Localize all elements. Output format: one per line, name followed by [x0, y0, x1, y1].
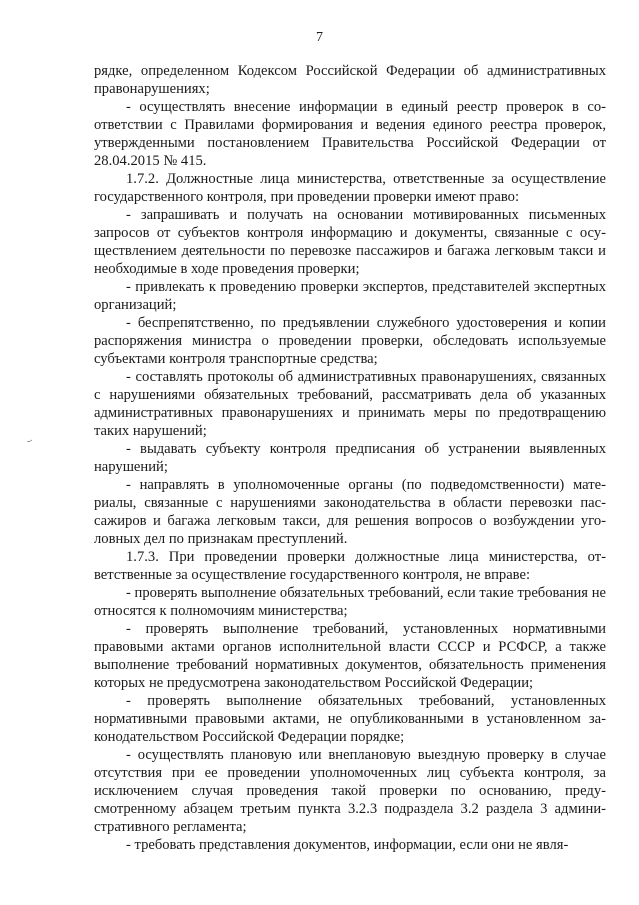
paragraph: - выдавать субъекту контроля предписания об устранении выявленных нарушений; — [94, 441, 606, 475]
paragraph: - осуществлять внесение информации в единый реестр проверок в соответствии с Правилами формирования и ведения единого реестра проверок, утвержденными постановлением Правительства Российской Федерации от 28.04.2015 № 415. — [94, 99, 606, 169]
paragraph: рядке, определенном Кодексом Российской Федерации об административных правонарушениях; — [94, 63, 606, 97]
paragraph: - запрашивать и получать на основании мотивированных письменных запросов от субъектов контроля информацию и документы, связанные с осуществлением деятельности по перевозке пассажиров и багажа легковым такси и необходимые в ходе проведения проверки; — [94, 207, 606, 277]
paragraph: - осуществлять плановую или внеплановую выездную проверку в случае отсутствия при ее проведении уполномоченных лиц субъекта контроля, за исключением случая проведения такой проверки по основанию, предусмотренному абзацем третьим пункта 3.2.3 подраздела 3.2 раздела 3 административного регламента; — [94, 747, 606, 835]
paragraph: 1.7.2. Должностные лица министерства, ответственные за осуществление государственного контроля, при проведении проверки имеют право: — [94, 171, 606, 205]
paragraph: - требовать представления документов, информации, если они не явля- — [126, 837, 569, 853]
paragraph: - проверять выполнение требований, установленных нормативными правовыми актами органов исполнительной власти СССР и РСФСР, а также выполнение требований нормативных документов, обязательность применения которых не предусмотрена законодательством Российской Федерации; — [94, 621, 606, 691]
paragraph: - беспрепятственно, по предъявлении служебного удостоверения и копии распоряжения министра о проведении проверки, обследовать используемые субъектами контроля транспортные средства; — [94, 315, 606, 367]
document-body — [94, 62, 606, 854]
scan-mark: -· — [27, 436, 32, 447]
paragraph: - составлять протоколы об административных правонарушениях, связанных с нарушениями обязательных требований, рассматривать дела об указанных административных правонарушениях и принимать меры по предотвращению таких нарушений; — [94, 369, 606, 439]
paragraph: 1.7.3. При проведении проверки должностные лица министерства, ответственные за осуществление государственного контроля, не вправе: — [94, 549, 606, 583]
paragraph: - направлять в уполномоченные органы (по подведомственности) материалы, связанные с нарушениями законодательства в области перевозки пассажиров и багажа легковым такси, для решения вопросов о возбуждении уголовных дел по признакам преступлений. — [94, 477, 606, 547]
paragraph: - привлекать к проведению проверки экспертов, представителей экспертных организаций; — [94, 279, 606, 313]
paragraph: - проверять выполнение обязательных требований, если такие требования не относятся к полномочиям министерства; — [94, 585, 606, 619]
paragraph: - проверять выполнение обязательных требований, установленных нормативными правовыми актами, не опубликованными в установленном законодательством Российской Федерации порядке; — [94, 693, 606, 745]
page-number: 7 — [316, 30, 323, 45]
